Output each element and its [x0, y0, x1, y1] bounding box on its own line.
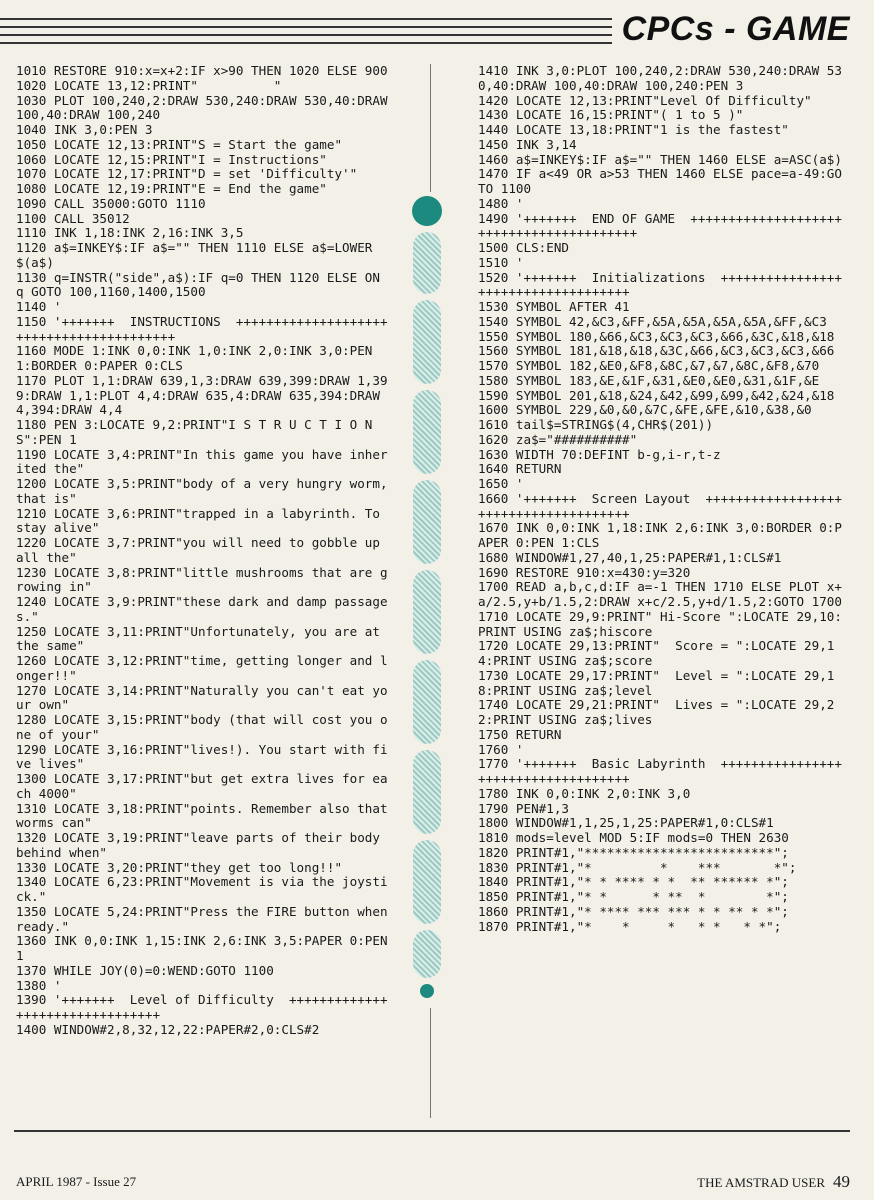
code-line: 1580 SYMBOL 183,&E,&1F,&31,&E0,&E0,&31,&1F,&E: [478, 372, 820, 388]
code-line: 1270 LOCATE 3,14:PRINT"Naturally you can't eat your own": [16, 682, 388, 713]
code-line: 1550 SYMBOL 180,&66,&C3,&C3,&C3,&66,&3C,&18,&18: [478, 328, 835, 344]
code-line: 1180 PEN 3:LOCATE 9,2:PRINT"I S T R U C T I O N S":PEN 1: [16, 417, 380, 447]
code-line: 1290 LOCATE 3,16:PRINT"lives!). You start with five lives": [16, 741, 388, 772]
column-divider-ornament: [409, 196, 445, 986]
code-line: 1490 '+++++++ END OF GAME +++++++++++++++++++++++++++++++++++++++++: [478, 210, 842, 241]
code-line: 1590 SYMBOL 201,&18,&24,&42,&99,&99,&42,&24,&18: [478, 387, 835, 403]
code-line: 1770 '+++++++ Basic Labyrinth ++++++++++++++++++++++++++++++++++++: [478, 756, 842, 786]
code-line: 1630 WIDTH 70:DEFINT b-g,i-r,t-z: [478, 446, 721, 462]
footer-issue: APRIL 1987 - Issue 27: [16, 1174, 137, 1189]
divider-pill: [413, 480, 441, 564]
code-line: 1800 WINDOW#1,1,25,1,25:PAPER#1,0:CLS#1: [478, 815, 774, 831]
code-line: 1260 LOCATE 3,12:PRINT"time, getting longer and longer!!": [16, 653, 388, 683]
divider-pill: [413, 930, 441, 978]
code-line: 1210 LOCATE 3,6:PRINT"trapped in a labyrinth. To stay alive": [16, 505, 388, 536]
code-line: 1830 PRINT#1,"* * *** *";: [478, 859, 797, 875]
code-line: 1360 INK 0,0:INK 1,15:INK 2,6:INK 3,5:PAPER 0:PEN 1: [16, 933, 396, 963]
code-line: 1310 LOCATE 3,18:PRINT"points. Remember also that worms can": [16, 800, 396, 831]
code-line: 1150 '+++++++ INSTRUCTIONS +++++++++++++++++++++++++++++++++++++++++: [16, 313, 388, 344]
code-line: 1120 a$=INKEY$:IF a$="" THEN 1110 ELSE a$=LOWER$(a$): [16, 240, 373, 270]
header-rule-lines: [0, 18, 612, 52]
section-title: CPCs - GAME: [621, 10, 850, 48]
code-line: 1420 LOCATE 12,13:PRINT"Level Of Difficulty": [478, 92, 812, 108]
code-line: 1170 PLOT 1,1:DRAW 639,1,3:DRAW 639,399:DRAW 1,399:DRAW 1,1:PLOT 4,4:DRAW 635,4:DRAW 635,394:DRAW 4,394:DRAW 4,4: [16, 372, 388, 418]
code-line: 1620 za$="##########": [478, 431, 638, 447]
divider-pill: [413, 390, 441, 474]
code-line: 1050 LOCATE 12,13:PRINT"S = Start the game": [16, 136, 343, 152]
code-line: 1350 LOCATE 5,24:PRINT"Press the FIRE button when ready.": [16, 903, 396, 934]
footer-magazine: [697, 1172, 850, 1192]
code-line: 1100 CALL 35012: [16, 210, 130, 226]
code-line: 1020 LOCATE 13,12:PRINT" ": [16, 77, 282, 93]
code-line: 1840 PRINT#1,"* * **** * * ** ****** *";: [478, 874, 789, 890]
page-number: 49: [833, 1172, 850, 1191]
code-line: 1450 INK 3,14: [478, 136, 577, 152]
code-line: 1470 IF a<49 OR a>53 THEN 1460 ELSE pace=a-49:GOTO 1100: [478, 166, 842, 196]
code-line: 1190 LOCATE 3,4:PRINT"In this game you have inherited the": [16, 446, 388, 477]
code-line: 1330 LOCATE 3,20:PRINT"they get too long!!": [16, 859, 343, 875]
code-line: 1030 PLOT 100,240,2:DRAW 530,240:DRAW 530,40:DRAW 100,40:DRAW 100,240: [16, 92, 396, 123]
code-line: 1870 PRINT#1,"* * * * * * *";: [478, 918, 782, 934]
code-line: 1040 INK 3,0:PEN 3: [16, 122, 153, 137]
code-line: 1410 INK 3,0:PLOT 100,240,2:DRAW 530,240:DRAW 530,40:DRAW 100,40:DRAW 100,240:PEN 3: [478, 63, 842, 93]
code-line: 1070 LOCATE 12,17:PRINT"D = set 'Difficulty'": [16, 166, 358, 182]
divider-line-bottom: [430, 1008, 431, 1118]
code-line: 1760 ': [478, 741, 524, 757]
code-line: 1160 MODE 1:INK 0,0:INK 1,0:INK 2,0:INK 3,0:PEN 1:BORDER 0:PAPER 0:CLS: [16, 343, 380, 373]
code-line: 1400 WINDOW#2,8,32,12,22:PAPER#2,0:CLS#2: [16, 1021, 320, 1037]
divider-dot-icon: [412, 196, 442, 226]
divider-pill: [413, 660, 441, 744]
divider-pill: [413, 570, 441, 654]
code-line: 1280 LOCATE 3,15:PRINT"body (that will cost you one of your": [16, 712, 388, 742]
code-line: 1480 ': [478, 195, 524, 211]
code-line: 1750 RETURN: [478, 726, 562, 742]
code-line: 1390 '+++++++ Level of Difficulty ++++++++++++++++++++++++++++++++: [16, 992, 388, 1022]
divider-pill: [413, 840, 441, 924]
divider-pill: [413, 232, 441, 294]
code-line: 1510 ': [478, 254, 524, 270]
code-line: 1790 PEN#1,3: [478, 800, 569, 816]
divider-pill: [413, 750, 441, 834]
code-line: 1140 ': [16, 299, 62, 314]
code-line: 1320 LOCATE 3,19:PRINT"leave parts of their body behind when": [16, 830, 388, 860]
code-line: 1700 READ a,b,c,d:IF a=-1 THEN 1710 ELSE PLOT x+a/2.5,y+b/1.5,2:DRAW x+c/2.5,y+d/1.5,2:GOTO 1700: [478, 579, 842, 609]
code-line: 1570 SYMBOL 182,&E0,&F8,&8C,&7,&7,&8C,&F8,&70: [478, 358, 820, 373]
code-line: 1430 LOCATE 16,15:PRINT"( 1 to 5 )": [478, 107, 744, 123]
code-line: 1080 LOCATE 12,19:PRINT"E = End the game": [16, 181, 327, 196]
code-line: 1820 PRINT#1,"*************************";: [478, 844, 789, 860]
code-line: 1810 mods=level MOD 5:IF mods=0 THEN 2630: [478, 830, 789, 845]
code-line: 1520 '+++++++ Initializations ++++++++++++++++++++++++++++++++++++: [478, 269, 842, 300]
code-line: 1680 WINDOW#1,27,40,1,25:PAPER#1,1:CLS#1: [478, 549, 782, 565]
divider-pill: [413, 300, 441, 384]
code-line: 1540 SYMBOL 42,&C3,&FF,&5A,&5A,&5A,&5A,&FF,&C3: [478, 313, 827, 329]
code-line: 1340 LOCATE 6,23:PRINT"Movement is via the joystick.": [16, 874, 388, 904]
code-line: 1740 LOCATE 29,21:PRINT" Lives = ":LOCATE 29,22:PRINT USING za$;lives: [478, 697, 835, 727]
code-line: 1250 LOCATE 3,11:PRINT"Unfortunately, you are at the same": [16, 623, 388, 654]
code-column-right: [478, 64, 848, 1104]
code-line: 1730 LOCATE 29,17:PRINT" Level = ":LOCATE 29,18:PRINT USING za$;level: [478, 667, 835, 698]
code-line: 1230 LOCATE 3,8:PRINT"little mushrooms that are growing in": [16, 564, 388, 595]
code-line: 1200 LOCATE 3,5:PRINT"body of a very hungry worm, that is": [16, 476, 396, 506]
code-line: 1780 INK 0,0:INK 2,0:INK 3,0: [478, 785, 691, 801]
code-line: 1110 INK 1,18:INK 2,16:INK 3,5: [16, 225, 244, 241]
divider-dot-icon: [420, 984, 434, 998]
code-line: 1560 SYMBOL 181,&18,&18,&3C,&66,&C3,&C3,&C3,&66: [478, 343, 835, 359]
code-line: 1240 LOCATE 3,9:PRINT"these dark and damp passages.": [16, 594, 388, 624]
magazine-name: THE AMSTRAD USER: [697, 1175, 825, 1190]
code-line: 1370 WHILE JOY(0)=0:WEND:GOTO 1100: [16, 962, 274, 978]
code-line: 1010 RESTORE 910:x=x+2:IF x>90 THEN 1020 ELSE 900: [16, 63, 388, 78]
code-line: 1300 LOCATE 3,17:PRINT"but get extra lives for each 4000": [16, 771, 388, 801]
code-line: 1090 CALL 35000:GOTO 1110: [16, 195, 206, 211]
code-line: 1130 q=INSTR("side",a$):IF q=0 THEN 1120 ELSE ON q GOTO 100,1160,1400,1500: [16, 269, 388, 300]
code-line: 1460 a$=INKEY$:IF a$="" THEN 1460 ELSE a=ASC(a$): [478, 151, 842, 167]
code-line: 1600 SYMBOL 229,&0,&0,&7C,&FE,&FE,&10,&38,&0: [478, 402, 812, 418]
code-column-left: [16, 63, 396, 1104]
code-line: 1720 LOCATE 29,13:PRINT" Score = ":LOCATE 29,14:PRINT USING za$;score: [478, 638, 835, 668]
code-line: 1060 LOCATE 12,15:PRINT"I = Instructions": [16, 151, 327, 167]
code-line: 1850 PRINT#1,"* * * ** * *";: [478, 889, 789, 904]
code-line: 1650 ': [478, 476, 524, 491]
code-line: 1670 INK 0,0:INK 1,18:INK 2,6:INK 3,0:BORDER 0:PAPER 0:PEN 1:CLS: [478, 520, 842, 550]
code-line: 1220 LOCATE 3,7:PRINT"you will need to gobble up all the": [16, 535, 388, 565]
footer-rule: [14, 1130, 850, 1132]
code-line: 1710 LOCATE 29,9:PRINT" Hi-Score ":LOCATE 29,10:PRINT USING za$;hiscore: [478, 608, 842, 639]
code-line: 1610 tail$=STRING$(4,CHR$(201)): [478, 417, 714, 432]
code-line: 1690 RESTORE 910:x=430:y=320: [478, 564, 691, 580]
code-line: 1860 PRINT#1,"* **** *** *** * * ** * *";: [478, 903, 789, 919]
code-line: 1640 RETURN: [478, 461, 562, 477]
code-line: 1530 SYMBOL AFTER 41: [478, 299, 630, 314]
code-line: 1380 ': [16, 977, 62, 993]
code-line: 1440 LOCATE 13,18:PRINT"1 is the fastest": [478, 122, 789, 137]
divider-line-top: [430, 64, 431, 192]
code-line: 1660 '+++++++ Screen Layout ++++++++++++++++++++++++++++++++++++++: [478, 490, 842, 521]
code-line: 1500 CLS:END: [478, 240, 569, 255]
